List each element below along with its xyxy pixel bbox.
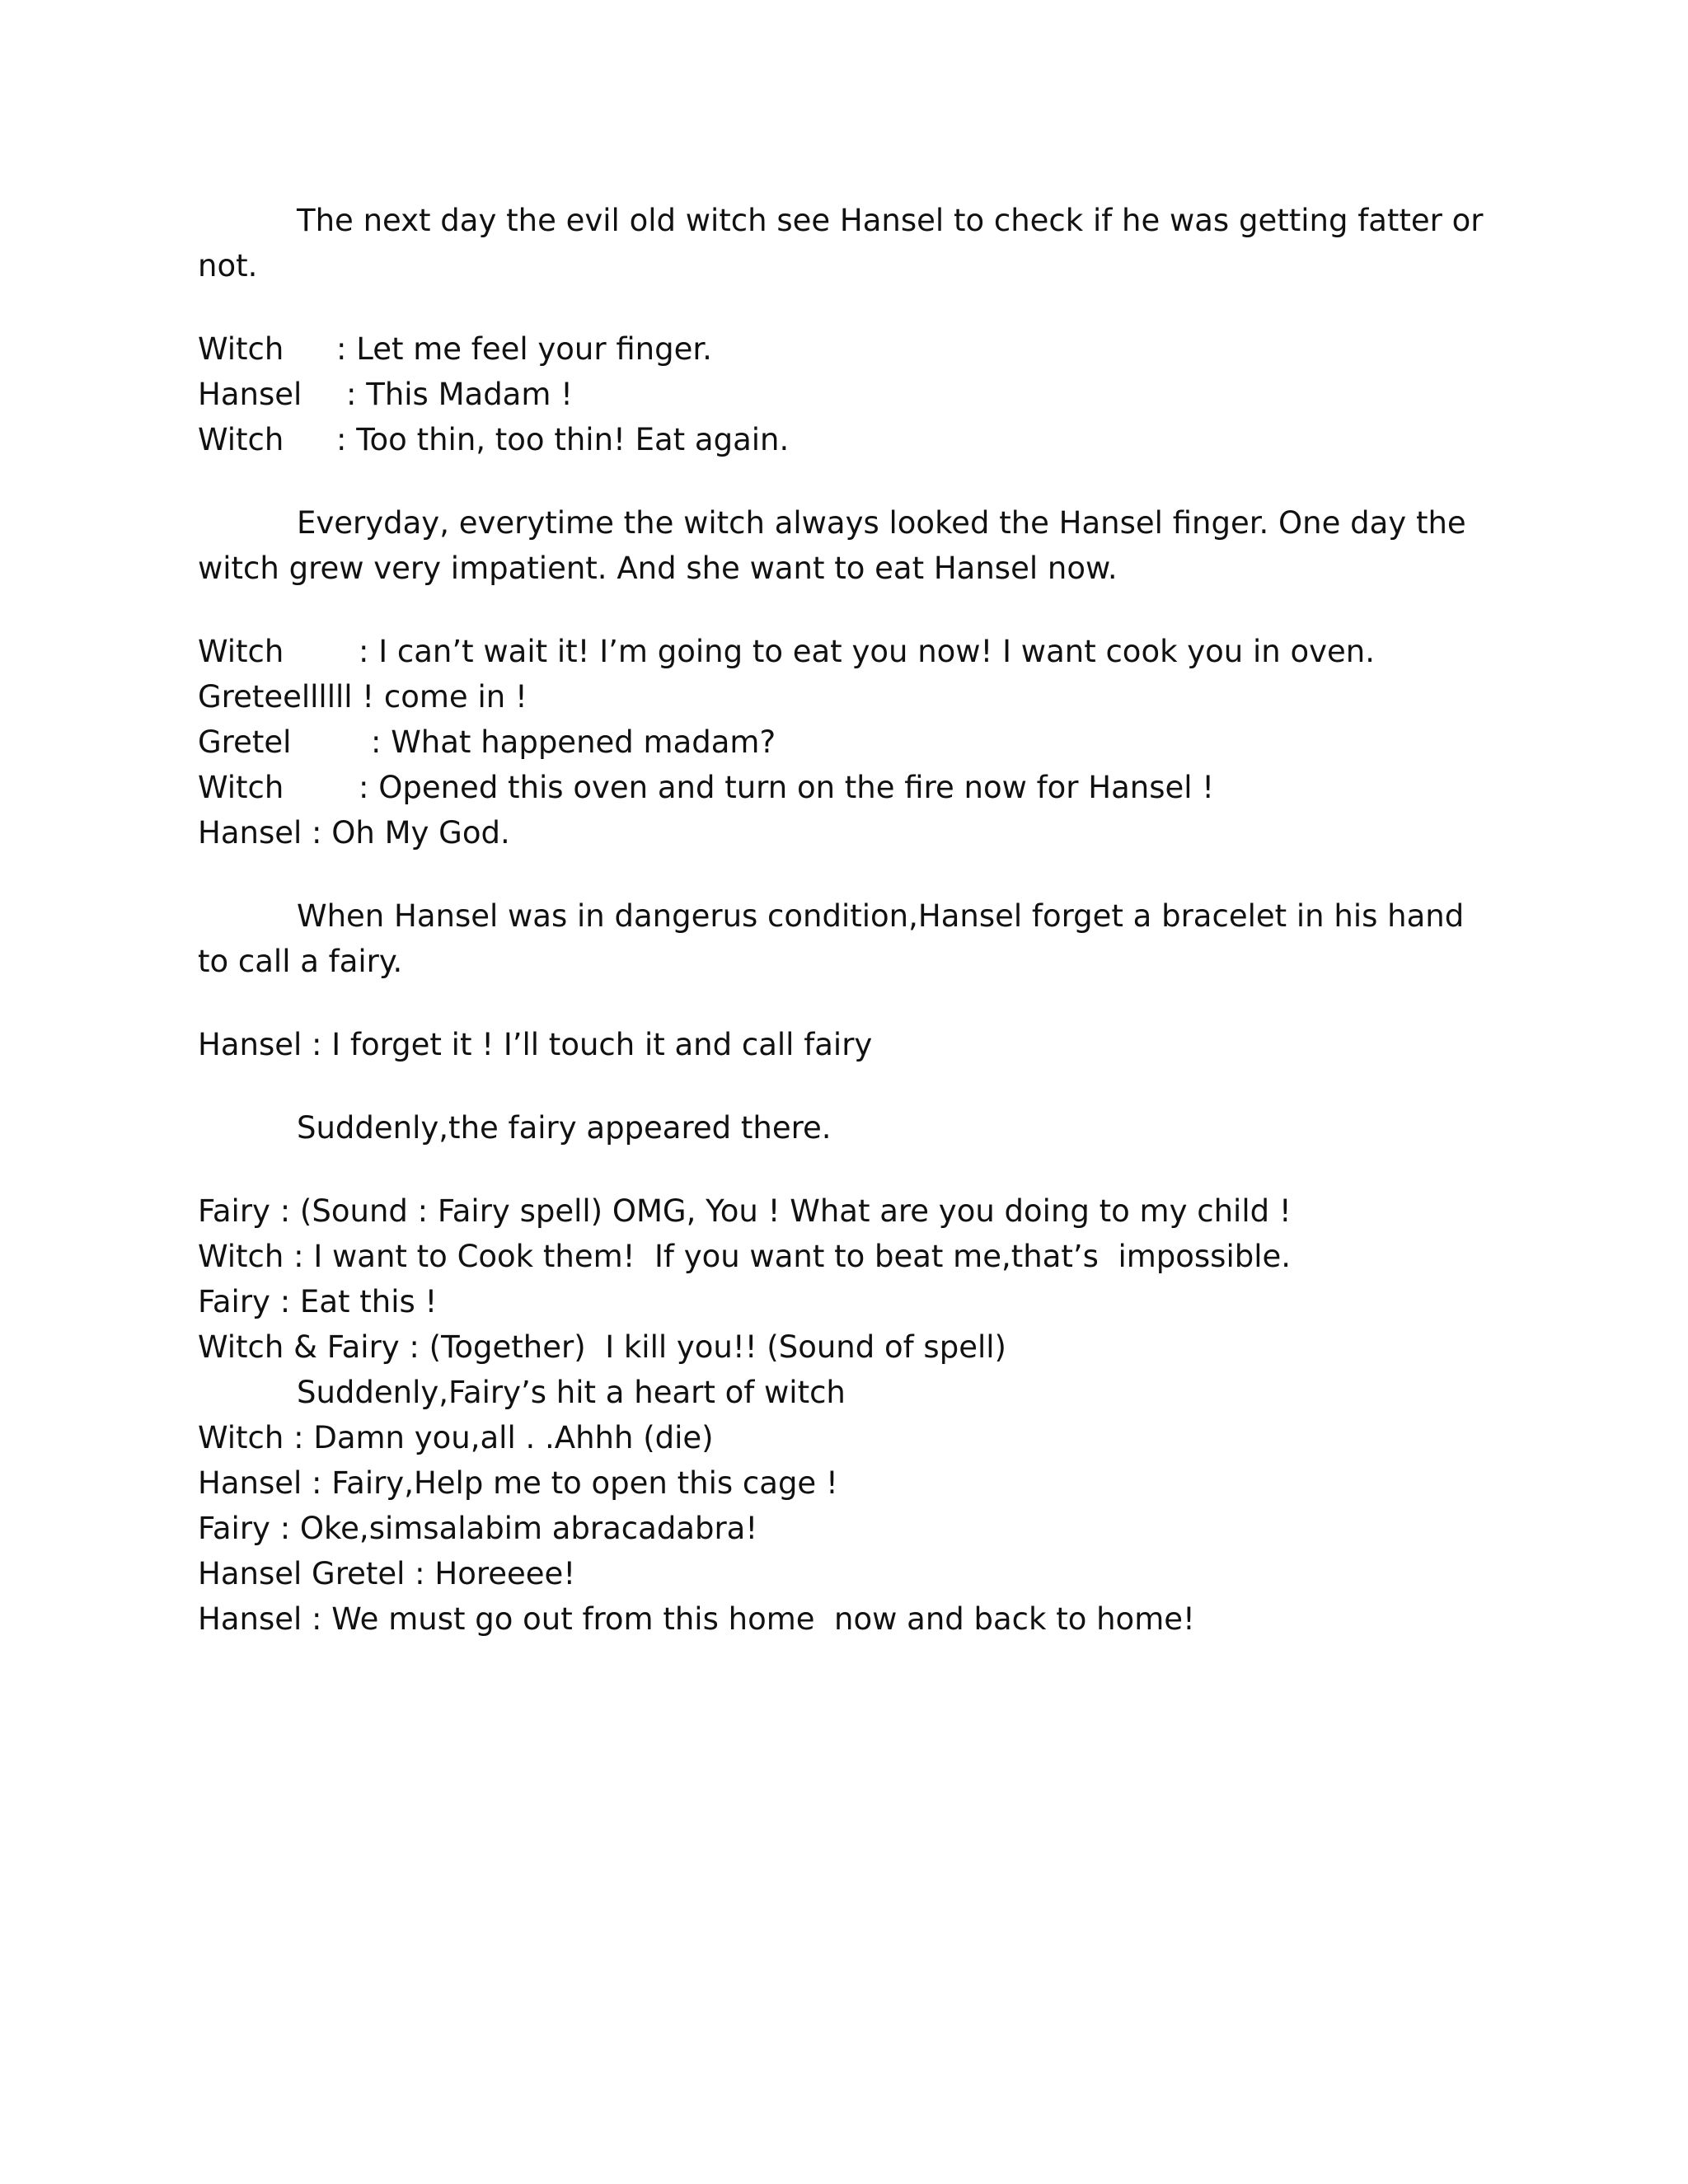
- dialogue-text: : What happened madam?: [371, 724, 776, 760]
- dialogue-line: Witch : Damn you,all . .Ahhh (die): [198, 1420, 714, 1455]
- dialogue-line: Hansel : Oh My God.: [198, 815, 510, 851]
- dialogue-line: [198, 629, 1484, 674]
- narration-paragraph-3: When Hansel was in dangerus condition,Hansel forget a bracelet in his hand to call a fairy.: [198, 898, 1465, 979]
- narration-paragraph-2: Everyday, everytime the witch always looked the Hansel finger. One day the witch grew very impatient. And she want to eat Hansel now.: [198, 505, 1466, 586]
- dialogue-line: Greteellllll ! come in !: [198, 679, 528, 715]
- dialogue-line: Fairy : Eat this !: [198, 1284, 438, 1319]
- dialogue-line: Hansel : Fairy,Help me to open this cage !: [198, 1465, 838, 1501]
- dialogue-line: Fairy : (Sound : Fairy spell) OMG, You ! What are you doing to my child !: [198, 1193, 1292, 1229]
- speaker-name: Witch: [198, 634, 284, 669]
- dialogue-text: : Too thin, too thin! Eat again.: [336, 422, 790, 457]
- narration-paragraph-4: Suddenly,the fairy appeared there.: [297, 1110, 832, 1146]
- narration-paragraph-1: The next day the evil old witch see Hansel to check if he was getting fatter or not.: [198, 203, 1484, 284]
- dialogue-line: [198, 372, 1484, 417]
- dialogue-line: Witch : I want to Cook them! If you want to beat me,that’s impossible.: [198, 1239, 1292, 1274]
- dialogue-text: : This Madam !: [346, 377, 573, 412]
- speaker-name: Hansel: [198, 377, 302, 412]
- dialogue-line: [198, 719, 1484, 765]
- narration-line: Suddenly,Fairy’s hit a heart of witch: [297, 1375, 846, 1410]
- dialogue-text: : Opened this oven and turn on the fire now for Hansel !: [359, 770, 1215, 805]
- speaker-name: Gretel: [198, 724, 292, 760]
- dialogue-line: [198, 417, 1484, 462]
- dialogue-text: : I can’t wait it! I’m going to eat you now! I want cook you in oven.: [359, 634, 1376, 669]
- dialogue-line: Hansel : We must go out from this home now and back to home!: [198, 1601, 1195, 1637]
- speaker-name: Witch: [198, 422, 284, 457]
- dialogue-line: Witch & Fairy : (Together) I kill you!! (Sound of spell): [198, 1329, 1006, 1365]
- dialogue-line: Fairy : Oke,simsalabim abracadabra!: [198, 1511, 758, 1546]
- dialogue-text: : Let me feel your finger.: [336, 331, 712, 367]
- dialogue-line: Hansel : I forget it ! I’ll touch it and call fairy: [198, 1027, 873, 1062]
- dialogue-line: Hansel Gretel : Horeeee!: [198, 1556, 576, 1591]
- dialogue-line: [198, 765, 1484, 810]
- speaker-name: Witch: [198, 770, 284, 805]
- document-body: [198, 198, 1484, 1642]
- dialogue-line: [198, 326, 1484, 372]
- speaker-name: Witch: [198, 331, 284, 367]
